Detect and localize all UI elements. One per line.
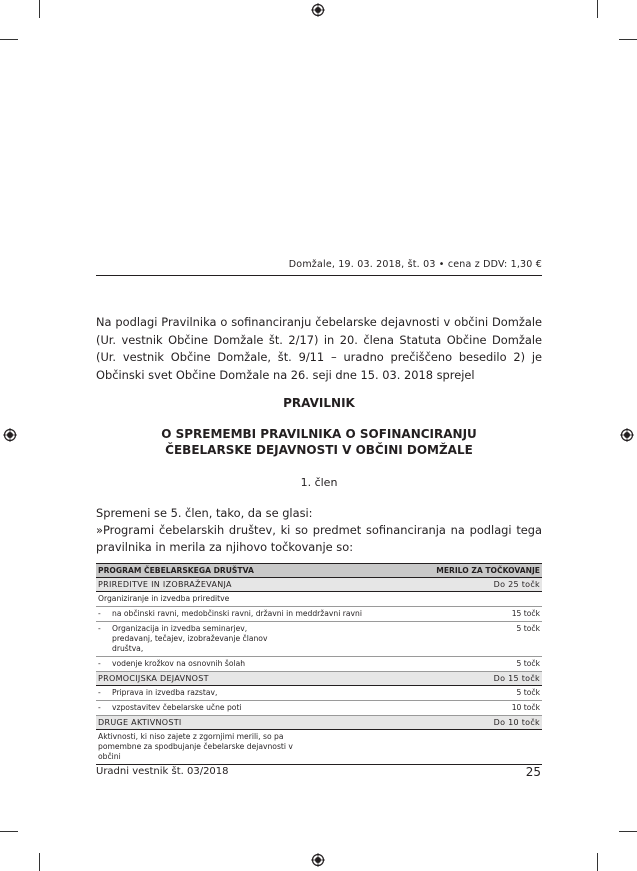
registration-mark-icon	[3, 428, 17, 442]
row-value-empty	[434, 730, 542, 765]
section-label: DRUGE AKTIVNOSTI	[96, 716, 434, 730]
crop-mark	[0, 831, 18, 832]
row-value: 5 točk	[434, 657, 542, 672]
article-text-line-1: Spremeni se 5. člen, tako, da se glasi:	[96, 506, 313, 520]
section-label: PROMOCIJSKA DEJAVNOST	[96, 672, 434, 686]
crop-mark	[39, 853, 40, 871]
table-row	[96, 701, 542, 716]
table-row	[96, 686, 542, 701]
article-heading: 1. člen	[300, 476, 338, 489]
table-section-row	[96, 578, 542, 592]
table-row	[96, 607, 542, 622]
table-row	[96, 592, 542, 607]
row-value: 5 točk	[434, 686, 542, 701]
row-dash: -	[96, 686, 110, 701]
row-dash: -	[96, 607, 110, 622]
row-dash: -	[96, 657, 110, 672]
section-value: Do 15 točk	[434, 672, 542, 686]
crop-mark	[619, 39, 637, 40]
table-section-row	[96, 672, 542, 686]
registration-mark-icon	[620, 428, 634, 442]
document-title: PRAVILNIK	[283, 396, 355, 410]
crop-mark	[597, 0, 598, 18]
table-section-row	[96, 716, 542, 730]
table-header-row	[96, 564, 542, 578]
row-dash: -	[96, 622, 110, 657]
footer-publication: Uradni vestnik št. 03/2018	[96, 766, 229, 777]
page-header: Domžale, 19. 03. 2018, št. 03 • cena z DDV: 1,30 €	[288, 259, 542, 270]
document-subtitle-line-1: O SPREMEMBI PRAVILNIKA O SOFINANCIRANJU	[161, 427, 477, 441]
intro-paragraph: Na podlagi Pravilnika o sofinanciranju čebelarske dejavnosti v občini Domžale (Ur. vestnik Občine Domžale št. 2/17) in 20. člena Statuta Občine Domžale (Ur. vestnik Občine Domžale, št. 9/11 – uradno prečiščeno besedilo 2) je Občinski svet Občine Domžale na 26. seji dne 15. 03. 2018 sprejel	[96, 315, 542, 382]
registration-mark-icon	[311, 3, 325, 17]
row-text: vodenje krožkov na osnovnih šolah	[110, 657, 434, 672]
section-label: PRIREDITVE IN IZOBRAŽEVANJA	[96, 578, 434, 592]
crop-mark	[0, 39, 18, 40]
crop-mark	[619, 831, 637, 832]
section-value: Do 10 točk	[434, 716, 542, 730]
article-text	[96, 505, 542, 556]
table-row	[96, 657, 542, 672]
row-dash: -	[96, 701, 110, 716]
crop-mark	[597, 853, 598, 871]
column-header-criteria: MERILO ZA TOČKOVANJE	[434, 564, 542, 578]
row-value: 5 točk	[434, 622, 542, 657]
section-value: Do 25 točk	[434, 578, 542, 592]
row-text: Organizacija in izvedba seminarjev, predavanj, tečajev, izobraževanje članov društva,	[110, 622, 434, 657]
row-note: Aktivnosti, ki niso zajete z zgornjimi merili, so pa pomembne za spodbujanje čebelarske dejavnosti v občini	[96, 730, 434, 765]
document-subtitle-line-2: ČEBELARSKE DEJAVNOSTI V OBČINI DOMŽALE	[165, 443, 473, 457]
row-text: na občinski ravni, medobčinski ravni, državni in meddržavni ravni	[110, 607, 434, 622]
row-note: Organiziranje in izvedba prireditve	[96, 592, 542, 607]
row-text: Priprava in izvedba razstav,	[110, 686, 434, 701]
header-divider	[96, 275, 542, 276]
row-value: 15 točk	[434, 607, 542, 622]
row-value: 10 točk	[434, 701, 542, 716]
row-text: vzpostavitev čebelarske učne poti	[110, 701, 434, 716]
registration-mark-icon	[311, 853, 325, 867]
column-header-program: PROGRAM ČEBELARSKEGA DRUŠTVA	[96, 564, 434, 578]
scoring-table	[96, 563, 542, 765]
page-number: 25	[525, 765, 541, 779]
article-text-line-2: »Programi čebelarskih društev, ki so predmet sofinanciranja na podlagi tega pravilnika in merila za njihovo točkovanje so:	[96, 523, 542, 554]
crop-mark	[39, 0, 40, 18]
table-row	[96, 622, 542, 657]
table-row	[96, 730, 542, 765]
